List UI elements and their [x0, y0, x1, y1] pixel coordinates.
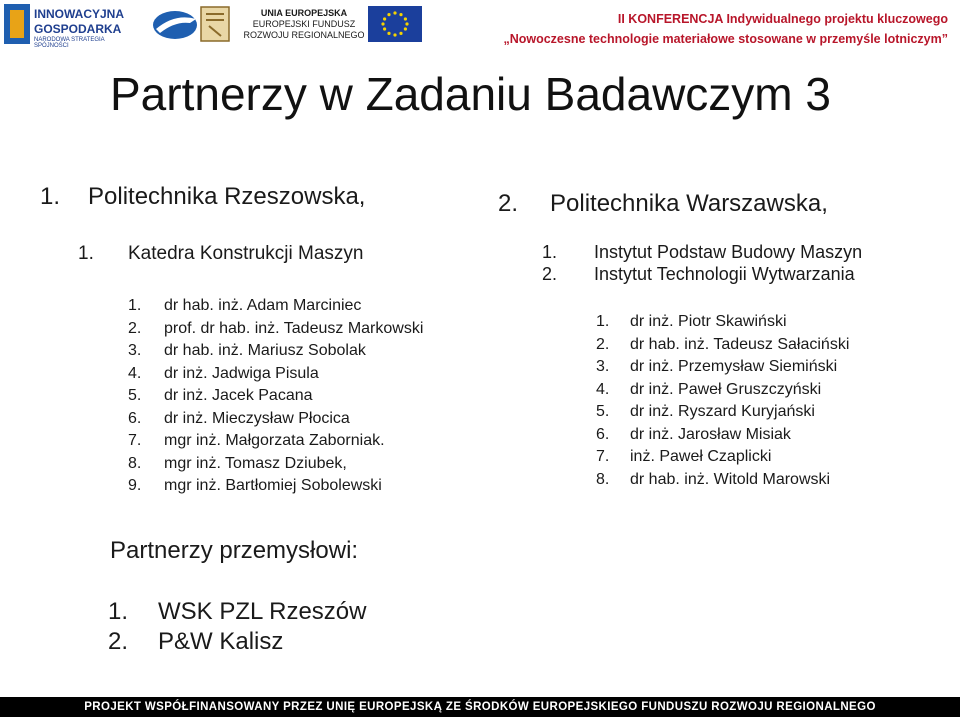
list-item — [596, 424, 849, 447]
partner1-number: 1. — [40, 183, 61, 210]
list-item — [128, 363, 423, 386]
eu-line2: EUROPEJSKI FUNDUSZ — [252, 19, 356, 29]
person-name: dr inż. Jacek Pacana — [164, 387, 313, 404]
list-item — [128, 318, 423, 341]
person-name: dr inż. Jadwiga Pisula — [164, 364, 319, 382]
list-number: 9. — [128, 477, 142, 494]
list-item — [128, 430, 423, 453]
person-name: dr hab. inż. Witold Marowski — [630, 470, 831, 488]
footer-bar — [0, 697, 960, 717]
list-item — [596, 334, 849, 357]
partner2-institutes — [542, 241, 862, 285]
list-item — [128, 295, 423, 318]
person-name: dr inż. Przemysław Siemiński — [630, 358, 838, 375]
company-name: WSK PZL Rzeszów — [158, 598, 367, 625]
list-item — [128, 340, 423, 363]
list-item — [596, 446, 849, 469]
person-name: mgr inż. Tomasz Dziubek, — [164, 454, 347, 472]
footer-text: PROJEKT WSPÓŁFINANSOWANY PRZEZ UNIĘ EUROPEJSKĄ ZE ŚRODKÓW EUROPEJSKIEGO FUNDUSZU ROZWOJU REGIONALNEGO — [84, 701, 876, 713]
aviation-valley-logo-icon — [150, 5, 200, 45]
industry-partners-list — [108, 597, 367, 657]
list-item — [128, 475, 423, 498]
person-name: dr hab. inż. Tadeusz Sałaciński — [630, 335, 850, 353]
list-item — [596, 469, 849, 492]
list-number: 6. — [596, 425, 610, 443]
person-name: inż. Paweł Czaplicki — [630, 448, 772, 465]
list-item — [596, 379, 849, 402]
person-name: dr inż. Paweł Gruszczyński — [630, 380, 822, 398]
list-item — [128, 385, 423, 408]
list-number: 3. — [596, 358, 610, 375]
university-emblem-icon — [200, 6, 230, 42]
list-number: 5. — [596, 403, 610, 420]
logo-line2: GOSPODARKA — [34, 22, 122, 36]
list-number: 8. — [596, 470, 610, 488]
person-name: dr inż. Mieczysław Płocica — [164, 409, 350, 427]
list-number: 1. — [542, 242, 558, 262]
partner1-heading — [40, 183, 365, 211]
conference-line1: II KONFERENCJA Indywidualnego projektu kluczowego — [617, 12, 948, 26]
partner1-name: Politechnika Rzeszowska, — [88, 183, 366, 210]
list-item — [108, 597, 367, 627]
person-name: dr hab. inż. Mariusz Sobolak — [164, 342, 366, 359]
industry-partners-title: Partnerzy przemysłowi: — [110, 537, 359, 564]
list-item — [128, 408, 423, 431]
list-number: 6. — [128, 409, 142, 427]
list-number: 2. — [128, 319, 142, 337]
partner1-department — [78, 243, 364, 265]
list-number: 3. — [128, 342, 142, 359]
person-name: mgr inż. Bartłomiej Sobolewski — [164, 477, 382, 494]
list-number: 1. — [128, 297, 142, 314]
logo-inner-square-icon — [10, 10, 24, 38]
list-item — [542, 241, 862, 263]
partner1-people-list — [128, 295, 423, 498]
eu-fund-label — [240, 8, 368, 41]
institute-name: Instytut Podstaw Budowy Maszyn — [594, 242, 863, 262]
conference-line2: „Nowoczesne technologie materiałowe stosowane w przemyśle lotniczym” — [503, 32, 948, 46]
list-number: 4. — [128, 364, 142, 382]
partner1-dept-name: Katedra Konstrukcji Maszyn — [128, 243, 364, 264]
eu-line3: ROZWOJU REGIONALNEGO — [243, 30, 365, 40]
list-item — [596, 401, 849, 424]
partner1-dept-number: 1. — [78, 243, 94, 264]
person-name: dr inż. Piotr Skawiński — [630, 313, 787, 330]
partner2-name: Politechnika Warszawska, — [550, 190, 828, 217]
list-item — [542, 263, 862, 285]
list-number: 7. — [596, 448, 610, 465]
institute-name: Instytut Technologii Wytwarzania — [594, 264, 855, 284]
list-number: 2. — [542, 264, 558, 284]
person-name: prof. dr hab. inż. Tadeusz Markowski — [164, 319, 424, 337]
logo-line3: NARODOWA STRATEGIA SPÓJNOŚCI — [34, 37, 105, 49]
page-title: Partnerzy w Zadaniu Badawczym 3 — [110, 68, 831, 120]
person-name: dr inż. Jarosław Misiak — [630, 425, 791, 443]
list-number: 2. — [108, 628, 129, 655]
list-item — [108, 627, 367, 657]
innowacyjna-gospodarka-logo — [4, 4, 140, 49]
conference-title — [503, 9, 948, 49]
list-number: 8. — [128, 454, 142, 472]
list-item — [596, 356, 849, 379]
eu-flag-icon — [368, 6, 422, 42]
person-name: dr hab. inż. Adam Marciniec — [164, 297, 362, 314]
header-bar — [0, 0, 960, 48]
list-number: 7. — [128, 432, 142, 449]
list-number: 4. — [596, 380, 610, 398]
list-number: 1. — [108, 598, 129, 625]
partner2-number: 2. — [498, 190, 519, 217]
list-number: 1. — [596, 313, 610, 330]
person-name: dr inż. Ryszard Kuryjański — [630, 403, 815, 420]
list-item — [128, 453, 423, 476]
list-number: 2. — [596, 335, 610, 353]
logo-line1: INNOWACYJNA — [34, 7, 125, 21]
list-item — [596, 311, 849, 334]
company-name: P&W Kalisz — [158, 628, 284, 655]
eu-line1: UNIA EUROPEJSKA — [260, 8, 348, 18]
partner2-people-list — [596, 311, 849, 491]
list-number: 5. — [128, 387, 142, 404]
person-name: mgr inż. Małgorzata Zaborniak. — [164, 432, 385, 449]
partner2-heading — [498, 190, 828, 218]
